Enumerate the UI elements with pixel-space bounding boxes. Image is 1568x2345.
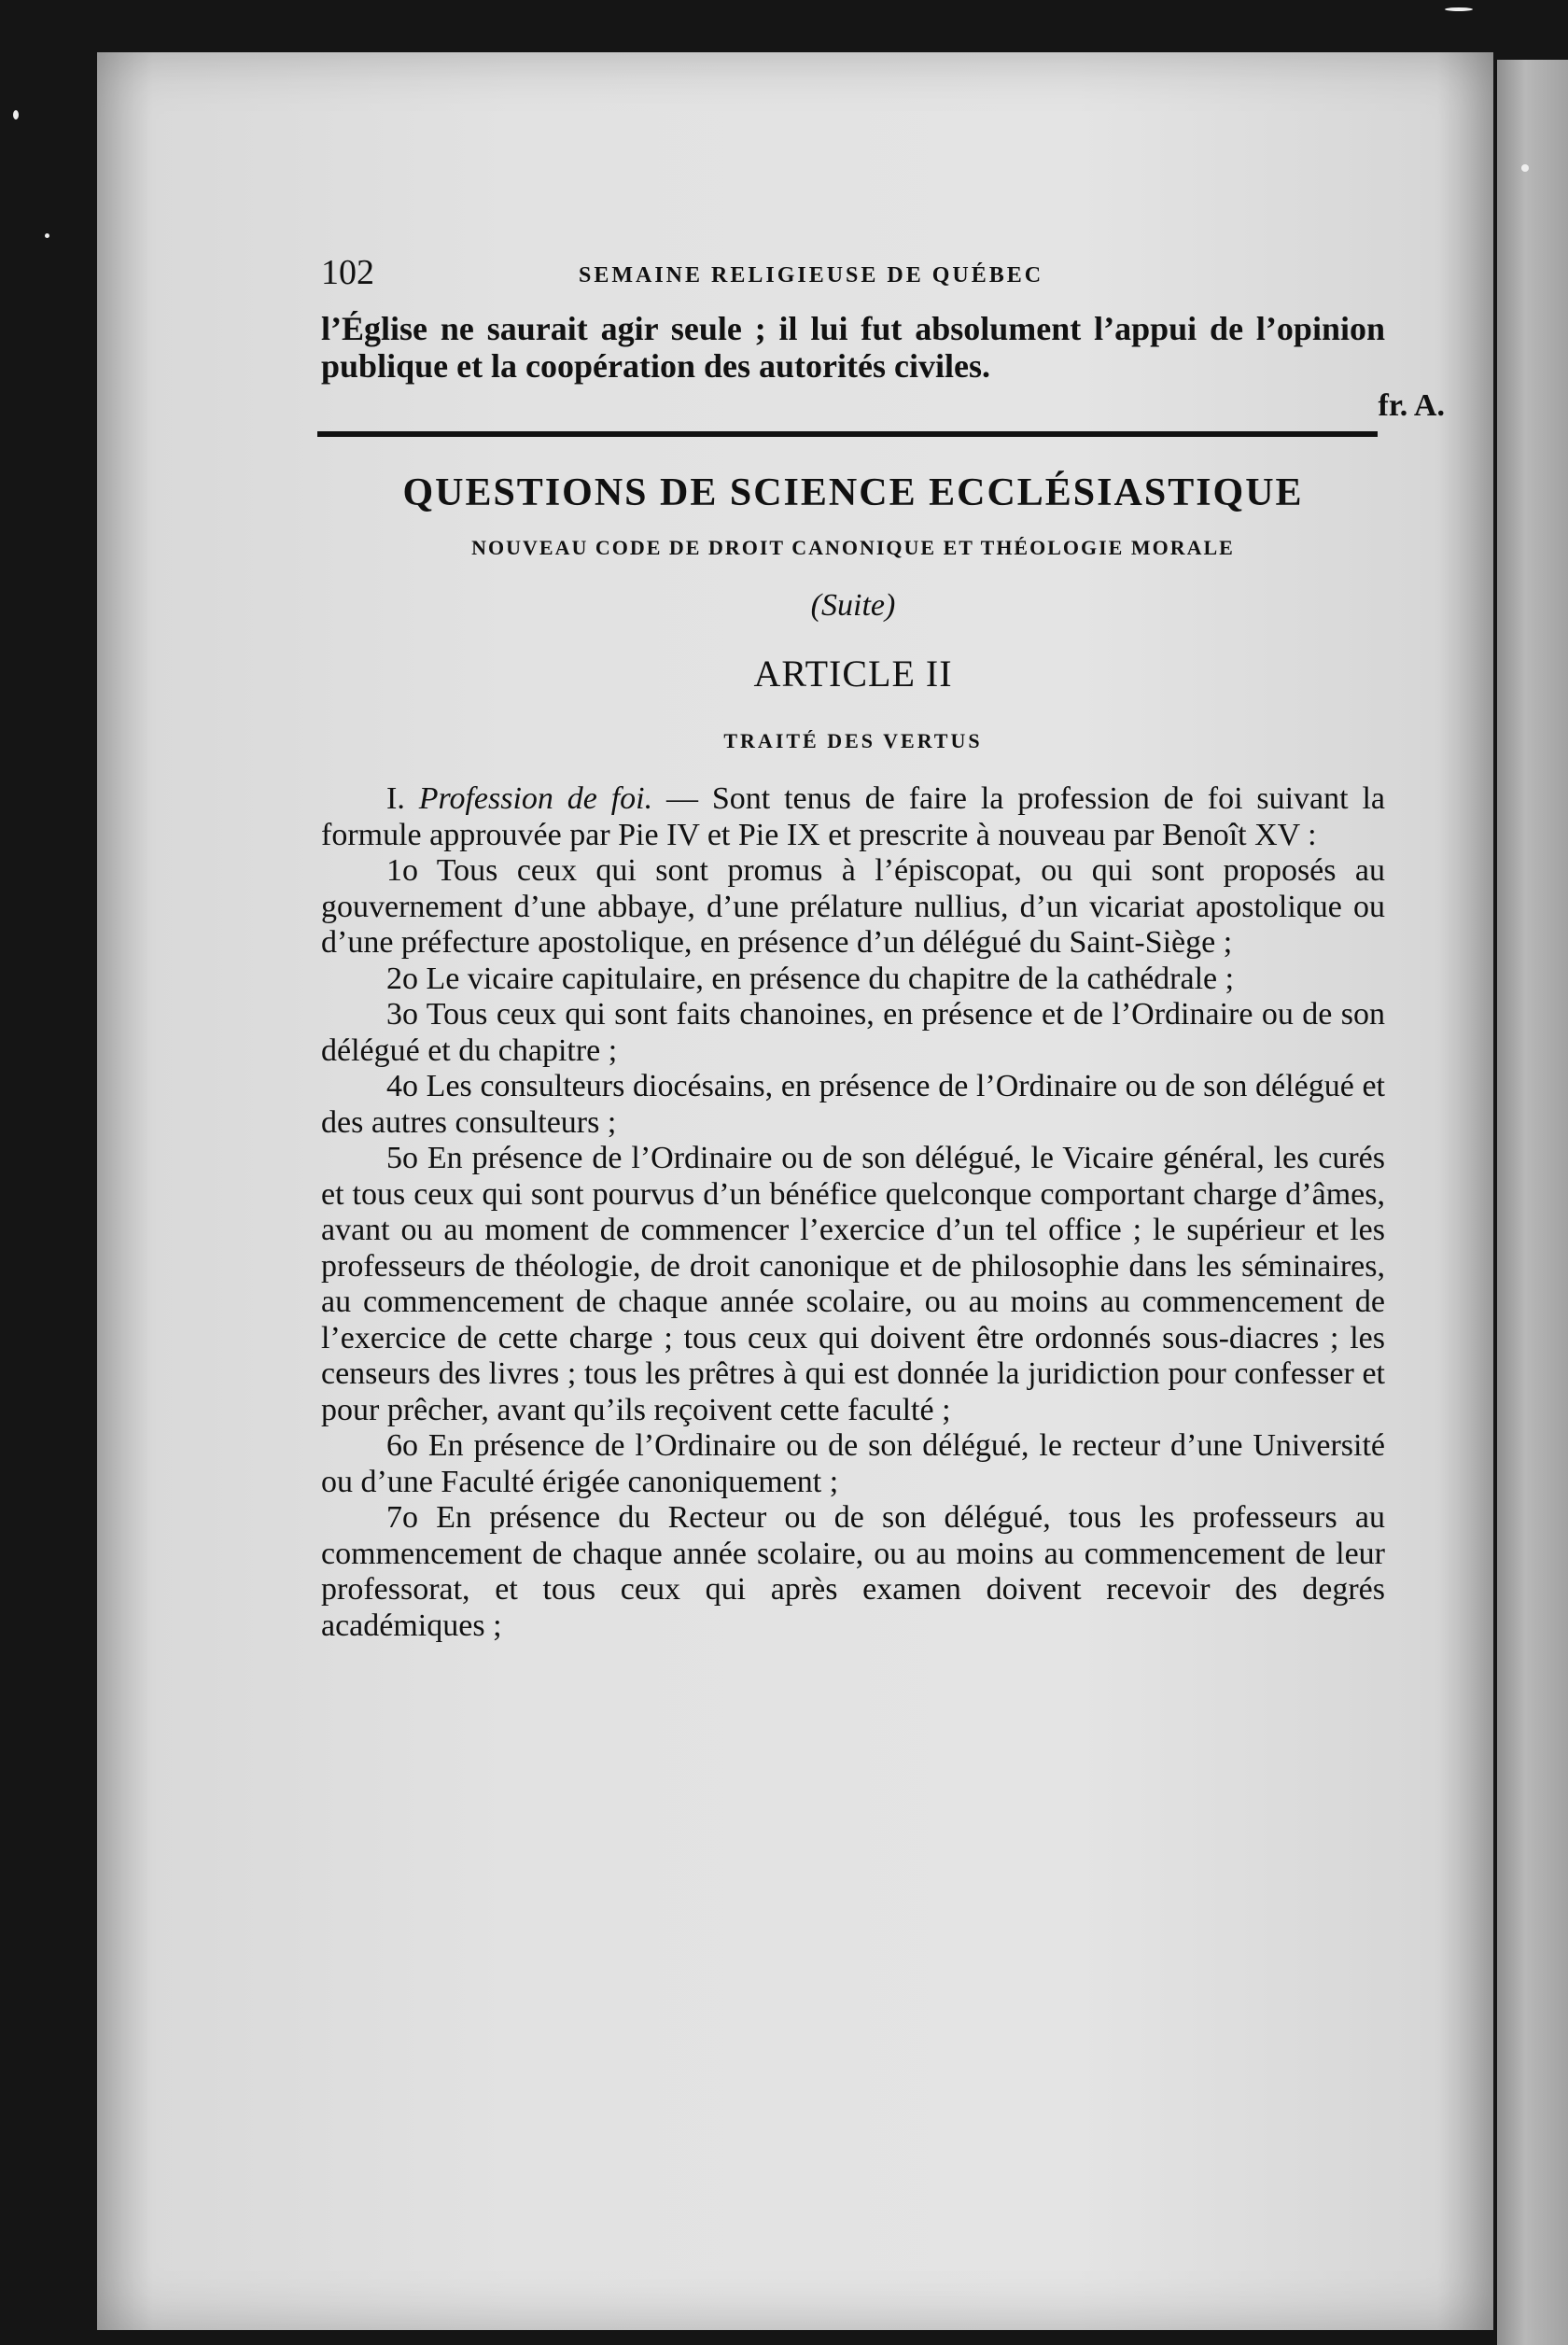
section-divider [317,431,1378,437]
treatise-heading: TRAITÉ DES VERTUS [723,729,983,752]
facing-page-edge [1497,60,1568,2345]
section-subtitle: NOUVEAU CODE DE DROIT CANONIQUE ET THÉOLOGIE MORALE [471,536,1235,559]
article-heading: ARTICLE II [753,653,953,695]
list-item: 5o En présence de l’Ordinaire ou de son délégué, le Vicaire général, les curés et tous ceux qui sont pourvus d’un bénéfice quelconque comportant charge d’âmes, avant ou au moment de commencer l’exercice d’un tel office ; le supérieur et les professeurs de théologie, de droit canonique et de philosophie dans les séminaires, au commencement de chaque année scolaire, ou au moins au commencement de l’exercice de cette charge ; tous ceux qui doivent être ordonnés sous-diacres ; les censeurs des livres ; tous les prêtres à qui est donnée la juridiction pour confesser et pour prêcher, avant qu’ils reçoivent cette faculté ; [321,1141,1385,1427]
scan-speck [1521,164,1529,172]
list-item: 2o Le vicaire capitulaire, en présence du chapitre de la cathédrale ; [386,961,1235,996]
scan-speck [1445,7,1473,11]
intro-paragraph [321,781,1385,853]
previous-article-ending: l’Église ne saurait agir seule ; il lui fut absolument l’appui de l’opinion publique et la coopération des autorités civiles. [321,310,1385,385]
page-content [224,245,1445,1644]
list-item: 7o En présence du Recteur ou de son délégué, tous les professeurs au commencement de chaque année scolaire, ou au moins au commencement de leur professorat, et tous ceux qui après examen doivent recevoir des degrés académiques ; [321,1500,1385,1643]
section-title: QUESTIONS DE SCIENCE ECCLÉSIASTIQUE [402,471,1304,514]
intro-text: — Sont tenus de faire la profession de foi suivant la formule approuvée par Pie IV et Pie IX et prescrite à nouveau par Benoît XV : [321,781,1386,852]
running-head [224,245,1385,301]
journal-title: SEMAINE RELIGIEUSE DE QUÉBEC [579,263,1044,288]
scan-speck [13,110,19,119]
list-item: 3o Tous ceux qui sont faits chanoines, en présence et de l’Ordinaire ou de son délégué et du chapitre ; [321,997,1385,1068]
intro-label: I. [386,781,405,816]
list-item: 4o Les consulteurs diocésains, en présence de l’Ordinaire ou de son délégué et des autres consulteurs ; [321,1069,1385,1140]
page-number: 102 [321,253,374,292]
author-signature: fr. A. [1378,388,1445,423]
continuation-label: (Suite) [810,588,896,623]
intro-topic: Profession de foi. [418,781,653,816]
list-item: 1o Tous ceux qui sont promus à l’épiscopat, ou qui sont proposés au gouvernement d’une abbaye, d’une prélature nullius, d’un vicariat apostolique ou d’une préfecture apostolique, en présence d’un délégué du Saint-Siège ; [321,853,1385,960]
scan-speck [45,233,49,238]
list-item: 6o En présence de l’Ordinaire ou de son délégué, le recteur d’une Université ou d’une Faculté érigée canoniquement ; [321,1428,1385,1499]
